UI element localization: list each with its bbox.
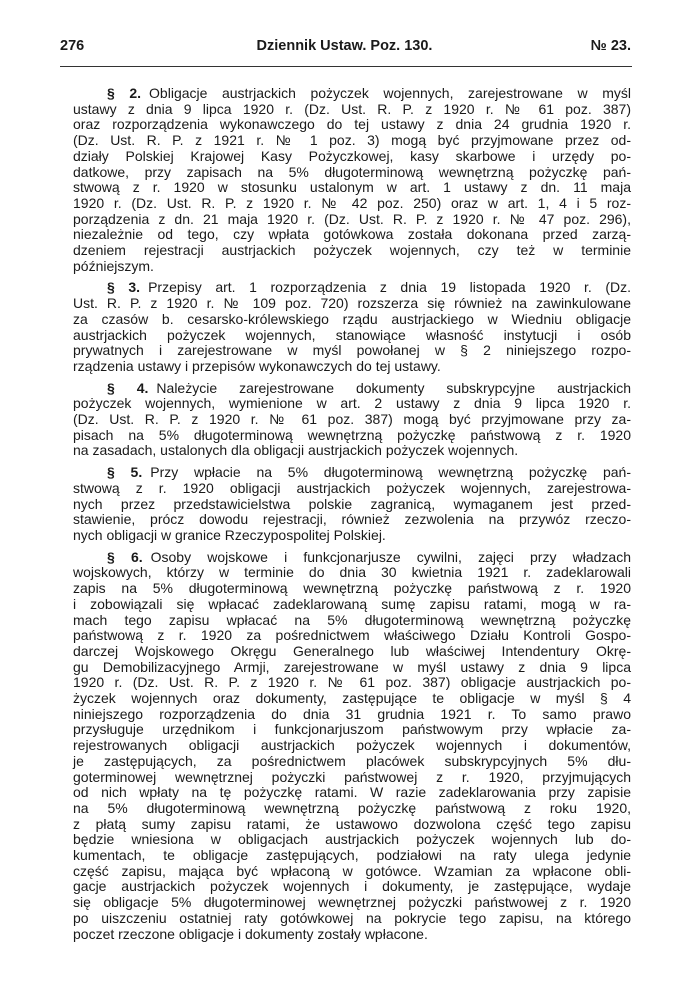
section-paragraph — [73, 465, 631, 544]
line-text: (Dz. Ust. R. P. z 1920 r. № 61 poz. 387) mogą być przyjmowane przy za- — [73, 411, 631, 428]
text-line — [73, 212, 631, 228]
line-text: się obligacje 5% długoterminowej wewnętrznej pożyczki państwowej z r. 1920 — [73, 894, 631, 911]
text-line — [73, 396, 631, 412]
text-line — [73, 691, 631, 707]
line-text: Przy wpłacie na 5% długoterminową wewnętrzną pożyczkę pań- — [150, 464, 631, 481]
text-line — [73, 117, 631, 133]
line-text: darczej Wojskowego Okręgu Generalnego lub właściwej Intendentury Okrę- — [73, 642, 631, 659]
text-line — [73, 785, 631, 801]
text-line — [73, 644, 631, 660]
line-text: późniejszym. — [73, 257, 154, 274]
text-line — [73, 660, 631, 676]
line-text: rejestrowanych obligacji austrjackich pożyczek wojennych i dokumentów, — [73, 737, 631, 754]
line-text: niniejszego rozporządzenia do dnia 31 grudnia 1921 r. To samo prawo — [73, 705, 631, 722]
text-line — [73, 196, 631, 212]
text-line — [73, 280, 631, 296]
text-line — [73, 848, 631, 864]
text-line — [73, 832, 631, 848]
line-text: nych obligacji w granice Rzeczypospolitej Polskiej. — [73, 526, 386, 543]
line-text: ustawy z dnia 9 lipca 1920 r. (Dz. Ust. R. P. z 1920 r. № 61 poz. 387) — [73, 100, 631, 117]
text-line — [73, 770, 631, 786]
text-line — [73, 259, 631, 275]
line-text: kumentach, te obligacje zastępujących, podziałowi na raty ulega jedynie — [73, 847, 631, 864]
text-line — [73, 102, 631, 118]
text-line — [73, 86, 631, 102]
text-line — [73, 895, 631, 911]
text-line — [73, 738, 631, 754]
line-text: oraz rozporządzenia wykonawczego do tej ustawy z dnia 24 grudnia 1920 r. — [73, 116, 631, 133]
section-paragraph — [73, 550, 631, 943]
line-text: Obligacje austrjackich pożyczek wojennych, zarejestrowane w myśl — [149, 85, 631, 101]
line-text: przysługuje urzędnikom i funkcjonarjuszom państwowym przy wpłacie za- — [73, 721, 631, 738]
text-line — [73, 528, 631, 544]
line-text: 1920 r. (Dz. Ust. R. P. z 1920 r. № 42 poz. 250) oraz w art. 1, 4 i 5 roz- — [73, 194, 631, 211]
line-text: Przepisy art. 1 rozporządzenia z dnia 19 listopada 1920 r. (Dz. — [148, 279, 632, 296]
line-text: niezależnie od tego, czy wpłata gotówkowa została dokonana przed zarzą- — [73, 226, 631, 243]
text-line — [73, 550, 631, 566]
text-line — [73, 180, 631, 196]
document-body — [73, 86, 631, 948]
text-line — [73, 565, 631, 581]
text-line — [73, 165, 631, 181]
text-line — [73, 343, 631, 359]
line-text: porządzenia z dn. 21 maja 1920 r. (Dz. Ust. R. P. z 1920 r. № 47 poz. 296), — [73, 210, 631, 227]
text-line — [73, 879, 631, 895]
issue-number: № 23. — [590, 38, 631, 54]
line-text: stwową z r. 1920 w stosunku ustalonym w art. 1 ustawy z dn. 11 maja — [73, 179, 631, 196]
section-paragraph — [73, 381, 631, 460]
page-number: 276 — [60, 38, 85, 54]
line-text: i zobowiązali się wpłacać zadeklarowaną sumę zapisu ratami, mogą w ra- — [73, 595, 631, 612]
text-line — [73, 381, 631, 397]
line-text: Należycie zarejestrowane dokumenty subskrypcyjne austrjackich — [156, 379, 631, 396]
line-text: austrjackich pożyczek wojennych, stanowiące własność instytucji i osób — [73, 326, 631, 343]
line-text: działy Polskiej Krajowej Kasy Pożyczkowej, kasy skarbowe i urzędy po- — [73, 147, 631, 164]
line-text: na zasadach, ustalonych dla obligacji austrjackich pożyczek wojennych. — [73, 442, 519, 459]
section-label: § 6. — [107, 548, 143, 565]
text-line — [73, 675, 631, 691]
text-line — [73, 481, 631, 497]
text-line — [73, 359, 631, 375]
line-text: goterminowej wewnętrznej pożyczki państwowej z r. 1920, przyjmujących — [73, 768, 631, 785]
text-line — [73, 597, 631, 613]
text-line — [73, 512, 631, 528]
text-line — [73, 312, 631, 328]
line-text: po uiszczeniu ostatniej raty gotówkowej na pokrycie tego zapisu, na którego — [73, 909, 631, 926]
line-text: poczet rzeczone obligacje i dokumenty zostały wpłacone. — [73, 925, 428, 942]
line-text: gu Demobilizacyjnego Armji, zarejestrowane w myśl ustawy z dnia 9 lipca — [73, 658, 631, 675]
text-line — [73, 443, 631, 459]
section-label: § 5. — [107, 464, 143, 481]
line-text: 1920 r. (Dz. Ust. R. P. z 1920 r. № 61 poz. 387) obligacje austrjackich po- — [73, 674, 631, 691]
text-line — [73, 801, 631, 817]
section-label: § 3. — [107, 279, 141, 296]
line-text: Osoby wojskowe i funkcjonarjusze cywilni, zajęci przy władzach — [150, 548, 631, 565]
line-text: stawienie, prócz dowodu rejestracji, również zezwolenia na przywóz rzeczo- — [73, 511, 631, 528]
text-line — [73, 243, 631, 259]
line-text: będzie wniesiona w obligacjach austrjackich pożyczek wojennych lub do- — [73, 831, 631, 848]
section-label: § 4. — [107, 379, 149, 396]
line-text: datkowe, przy zapisach na 5% długoterminową wewnętrzną pożyczkę pań- — [73, 163, 631, 180]
line-text: zapis na 5% długoterminową wewnętrzną pożyczkę państwową z r. 1920 — [73, 580, 631, 597]
line-text: mach tego zapisu wpłacać na 5% długoterminową wewnętrzną pożyczkę — [73, 611, 631, 628]
line-text: dzeniem rejestracji austrjackich pożyczek wojennych, czy też w terminie — [73, 242, 631, 259]
line-text: wojskowych, którzy w terminie do dnia 30 kwietnia 1921 r. zadeklarowali — [73, 564, 631, 581]
line-text: pisach na 5% długoterminową wewnętrzną pożyczkę państwową z r. 1920 — [73, 426, 631, 443]
line-text: państwową z r. 1920 za pośrednictwem właściwego Działu Kontroli Gospo- — [73, 627, 631, 644]
text-line — [73, 927, 631, 943]
text-line — [73, 911, 631, 927]
text-line — [73, 613, 631, 629]
text-line — [73, 581, 631, 597]
text-line — [73, 227, 631, 243]
section-label: § 2. — [107, 85, 142, 101]
text-line — [73, 296, 631, 312]
line-text: rządzenia ustawy i przepisów wykonawczych do tej ustawy. — [73, 357, 441, 374]
text-line — [73, 497, 631, 513]
header-rule — [60, 66, 632, 67]
text-line — [73, 722, 631, 738]
text-line — [73, 754, 631, 770]
line-text: część zapisu, mająca być wpłaconą w gotówce. Wzamian za wpłacone obli- — [73, 862, 631, 879]
line-text: pożyczek wojennych, wymienione w art. 2 ustawy z dnia 9 lipca 1920 r. — [73, 395, 631, 412]
line-text: na 5% długoterminową wewnętrzną pożyczkę państwową z roku 1920, — [73, 799, 631, 816]
text-line — [73, 628, 631, 644]
line-text: od nich wpłaty na tę pożyczkę ratami. W razie zadeklarowania przy zapisie — [73, 784, 631, 801]
line-text: życzek wojennych oraz dokumenty, zastępujące te obligacje w myśl § 4 — [73, 690, 631, 707]
line-text: nych przez przedstawicielstwa polskie zagranicą, wymaganem jest przed- — [73, 495, 631, 512]
section-paragraph — [73, 280, 631, 374]
line-text: je zastępujących, za pośrednictwem placówek subskrypcyjnych 5% dłu- — [73, 752, 631, 769]
line-text: stwową z r. 1920 obligacji austrjackich pożyczek wojennych, zarejestrowa- — [73, 479, 631, 496]
line-text: z płatą sumy zapisu ratami, że ustawowo dozwolona część tego zapisu — [73, 815, 631, 832]
line-text: prywatnych i zarejestrowane w myśl powołanej w § 2 niniejszego rozpo- — [73, 342, 631, 359]
line-text: gacje austrjackich pożyczek wojennych i dokumenty, je zastępujące, wydaje — [73, 878, 631, 895]
line-text: za czasów b. cesarsko-królewskiego rządu austrjackiego w Wiedniu obligacje — [73, 310, 631, 327]
line-text: (Dz. Ust. R. P. z 1921 r. № 1 poz. 3) mogą być przyjmowane przez od- — [73, 132, 631, 149]
text-line — [73, 864, 631, 880]
text-line — [73, 817, 631, 833]
section-paragraph — [73, 86, 631, 274]
journal-title: Dziennik Ustaw. Poz. 130. — [256, 38, 433, 54]
text-line — [73, 328, 631, 344]
text-line — [73, 133, 631, 149]
line-text: Ust. R. P. z 1920 r. № 109 poz. 720) rozszerza się również na zawinkulowane — [73, 295, 631, 312]
text-line — [73, 412, 631, 428]
text-line — [73, 707, 631, 723]
text-line — [73, 149, 631, 165]
text-line — [73, 428, 631, 444]
text-line — [73, 465, 631, 481]
